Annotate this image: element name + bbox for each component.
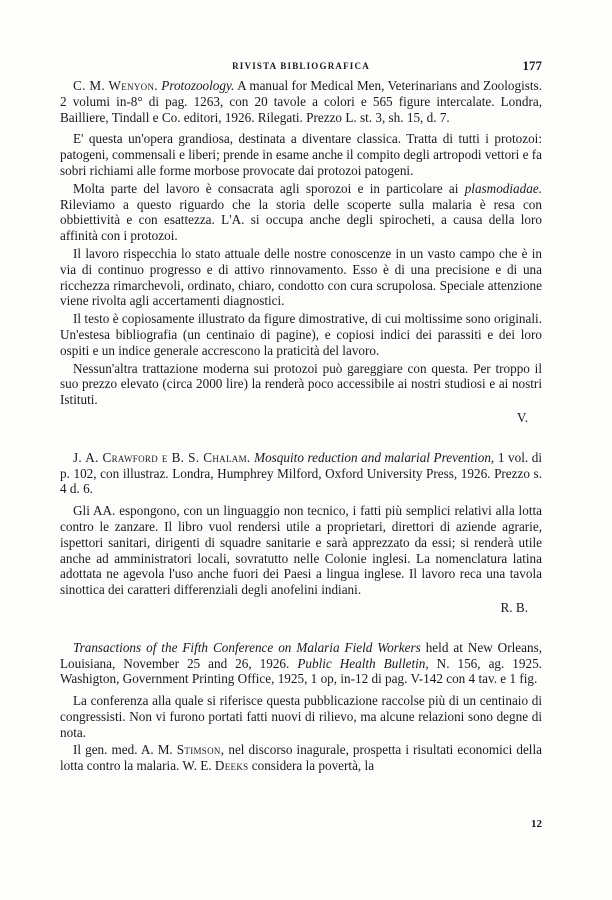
citation-details: held at New Orleans, Louisiana, November 25 and 26, 1926. (60, 639, 542, 671)
review-malaria-conference (60, 640, 542, 774)
paragraph: Nessun'altra trattazione moderna sui protozoi può gareggiare con questa. Per troppo il suo prezzo elevato (circa 2000 lire) la renderà poco accessibile ai nostri studiosi e ai nostri Istituti. (60, 360, 542, 408)
series-title: Public Health Bulletin, (297, 655, 429, 671)
review-wenyon (60, 78, 542, 426)
paragraph: La conferenza alla quale si riferisce questa pubblicazione raccolse più di un centinaio di congressisti. Non vi furono portati fatti nuovi di rilievo, ma alcune relazioni sono degne di nota. (60, 693, 542, 740)
paragraph: Il testo è copiosamente illustrato da figure dimostrative, di cui moltissime sono originali. Un'estesa bibliografia (un centinaio di pagine), e copiosi indici dei parassiti e dei loro ospiti e un indice generale accrescono la praticità del lavoro. (60, 311, 542, 358)
citation-details: 1 vol. di p. 102, con illustraz. Londra, Humphrey Milford, Oxford University Press, 1926. Prezzo s. 4 d. 6. (60, 449, 543, 497)
paragraph (60, 181, 542, 244)
page-header (60, 58, 542, 74)
paragraph: E' questa un'opera grandiosa, destinata a diventare classica. Tratta di tutti i protozoi: patogeni, commensali e liberi; prende in esame anche il compito degli artropodi vettori e fa sobri richiami alle forme morbose provocate dai protozoi patogeni. (60, 131, 542, 178)
person-name: Stimson, (176, 742, 225, 758)
review-crawford-chalam (60, 450, 542, 616)
section-gap (60, 426, 542, 450)
text-run: Molta parte del lavoro è consacrata agli sporozoi e in particolare ai (73, 180, 465, 196)
citation (60, 640, 542, 687)
paragraph: Gli AA. espongono, con un linguaggio non tecnico, i fatti più semplici relativi alla lotta contro le zanzare. Il libro vuol rendersi utile a proprietari, direttori di aziende agrarie, ispettori sanitari, dirigenti di squadre sanitarie e sarà apprezzato da essi; si renderà utile anche ad amministratori locali, sovratutto nelle Colonie inglesi. La nomenclatura latina adottata ne agevola l'uso anche fuori dei Paesi a lingua inglese. Il lavoro reca una tavola sinottica dei caratteri differenziali degli anofelini indiani. (60, 503, 542, 598)
italic-term: plasmodiadae. (464, 180, 542, 196)
book-title: Transactions of the Fifth Conference on Malaria Field Workers (73, 639, 421, 655)
author: J. A. Crawford e B. S. Chalam. (73, 449, 251, 465)
person-name: Deeks (214, 758, 249, 774)
signature-mark: 12 (531, 818, 542, 830)
citation-details: N. 156, ag. 1925. Washigton, Government Printing Office, 1925, 1 op, in-12 di pag. V-142 con 4 tav. e 1 fig. (60, 655, 542, 687)
text-run: considera la povertà, la (248, 758, 375, 774)
citation (60, 78, 542, 125)
author: C. M. Wenyon. (73, 78, 158, 93)
text-run: nel discorso inagurale, prospetta i risultati economici della lotta contro la malaria. W. E. (60, 742, 542, 774)
text-run: Il gen. med. A. M. (73, 742, 177, 758)
citation (60, 450, 542, 497)
text-run: Rileviamo a questo riguardo che la storia delle scoperte sulla malaria è resa con obbiettività e con esattezza. L'A. si occupa anche degli spirocheti, a causa della loro affinità con i protozoi. (60, 196, 542, 244)
paragraph: Il lavoro rispecchia lo stato attuale delle nostre conoscenze in un vasto campo che è in via di continuo progresso e di attivo rinnovamento. Esso è di una precisione e di una ricchezza rimarchevoli, ordinato, chiaro, condotto con cura scrupolosa. Speciale attenzione viene rivolta agli accertamenti diagnostici. (60, 245, 542, 309)
citation-details: A manual for Medical Men, Veterinarians and Zoologists. 2 volumi in-8° di pag. 1263, con 20 tavole a colori e 565 figure intercalate. Londra, Bailliere, Tindall e Co. editori, 1926. Rilegati. Prezzo L. st. 3, sh. 15, d. 7. (60, 78, 542, 125)
running-head: RIVISTA BIBLIOGRAFICA (232, 61, 370, 71)
book-title: Mosquito reduction and malarial Prevention, (254, 449, 495, 465)
reviewer-signature: V. (516, 409, 528, 425)
book-title: Protozoology. (161, 78, 235, 93)
paragraph (60, 742, 542, 774)
page-content (60, 78, 542, 774)
section-gap (60, 616, 542, 640)
page-number: 177 (522, 58, 542, 73)
reviewer-signature: R. B. (500, 599, 528, 615)
